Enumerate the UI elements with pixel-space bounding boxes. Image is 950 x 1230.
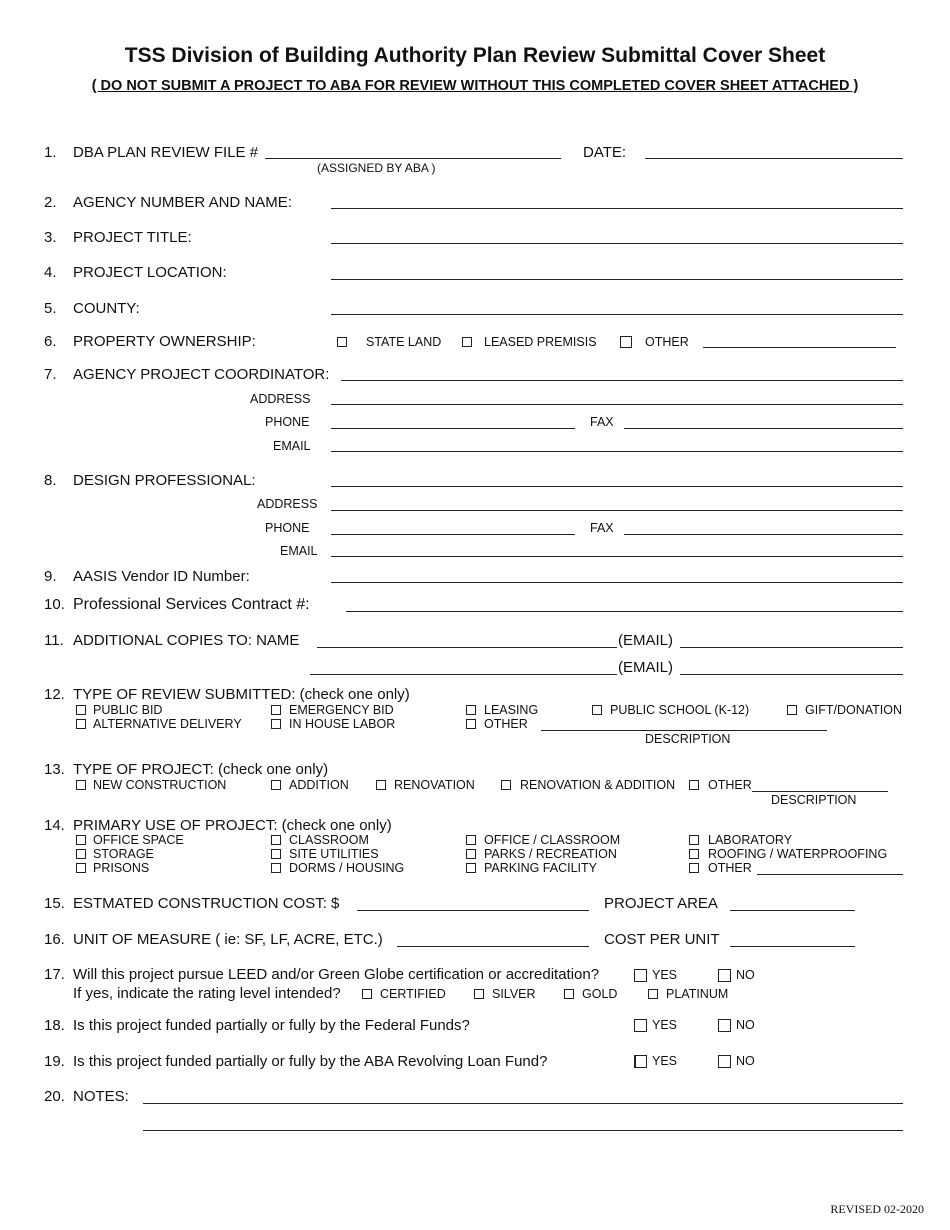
parking-facility-label: PARKING FACILITY xyxy=(484,861,597,875)
leasing-checkbox[interactable] xyxy=(466,705,476,715)
copies-email-label-1: (EMAIL) xyxy=(618,632,674,649)
project-other-label: OTHER xyxy=(708,778,752,792)
parking-facility-checkbox[interactable] xyxy=(466,863,476,873)
dorms-housing-checkbox[interactable] xyxy=(271,863,281,873)
use-other-field[interactable] xyxy=(757,874,903,875)
loan-yes-checkbox[interactable] xyxy=(634,1055,647,1068)
renovation-addition-checkbox[interactable] xyxy=(501,780,511,790)
certified-checkbox[interactable] xyxy=(362,989,372,999)
vendor-id-field[interactable] xyxy=(331,582,903,583)
construction-cost-label: ESTMATED CONSTRUCTION COST: $ xyxy=(73,895,340,912)
storage-checkbox[interactable] xyxy=(76,849,86,859)
notes-field-1[interactable] xyxy=(143,1103,903,1104)
copies-name-label: ADDITIONAL COPIES TO: NAME xyxy=(73,632,300,649)
question-number: 16. xyxy=(44,931,65,948)
site-utilities-label: SITE UTILITIES xyxy=(289,847,379,861)
office-classroom-checkbox[interactable] xyxy=(466,835,476,845)
state-land-checkbox[interactable] xyxy=(337,337,347,347)
question-number: 9. xyxy=(44,568,57,585)
question-number: 17. xyxy=(44,966,65,983)
question-number: 18. xyxy=(44,1017,65,1034)
new-construction-label: NEW CONSTRUCTION xyxy=(93,778,227,792)
silver-checkbox[interactable] xyxy=(474,989,484,999)
designer-email-field[interactable] xyxy=(331,556,903,557)
in-house-labor-checkbox[interactable] xyxy=(271,719,281,729)
classroom-checkbox[interactable] xyxy=(271,835,281,845)
office-space-checkbox[interactable] xyxy=(76,835,86,845)
review-type-label: TYPE OF REVIEW SUBMITTED: (check one only) xyxy=(73,686,410,703)
design-professional-label: DESIGN PROFESSIONAL: xyxy=(73,472,256,489)
parks-recreation-label: PARKS / RECREATION xyxy=(484,847,617,861)
copies-name-field-1[interactable] xyxy=(317,647,617,648)
county-label: COUNTY: xyxy=(73,300,140,317)
vendor-id-label: AASIS Vendor ID Number: xyxy=(73,568,250,585)
date-field[interactable] xyxy=(645,158,903,159)
use-other-checkbox[interactable] xyxy=(689,863,699,873)
alternative-delivery-checkbox[interactable] xyxy=(76,719,86,729)
designer-phone-field[interactable] xyxy=(331,534,575,535)
prisons-label: PRISONS xyxy=(93,861,150,875)
question-number: 14. xyxy=(44,817,65,834)
public-school-checkbox[interactable] xyxy=(592,705,602,715)
coordinator-email-label: EMAIL xyxy=(273,439,311,453)
coordinator-label: AGENCY PROJECT COORDINATOR: xyxy=(73,366,330,383)
question-number: 8. xyxy=(44,472,57,489)
project-location-label: PROJECT LOCATION: xyxy=(73,264,227,281)
prisons-checkbox[interactable] xyxy=(76,863,86,873)
coordinator-address-label: ADDRESS xyxy=(250,392,311,406)
contract-field[interactable] xyxy=(346,611,903,612)
addition-label: ADDITION xyxy=(289,778,349,792)
notes-field-2[interactable] xyxy=(143,1130,903,1131)
public-bid-label: PUBLIC BID xyxy=(93,703,163,717)
designer-fax-field[interactable] xyxy=(624,534,903,535)
property-ownership-label: PROPERTY OWNERSHIP: xyxy=(73,333,256,350)
renovation-checkbox[interactable] xyxy=(376,780,386,790)
in-house-labor-label: IN HOUSE LABOR xyxy=(289,717,396,731)
use-other-label: OTHER xyxy=(708,861,752,875)
revolving-loan-question: Is this project funded partially or fully by the ABA Revolving Loan Fund? xyxy=(73,1053,548,1070)
project-area-field[interactable] xyxy=(730,910,855,911)
new-construction-checkbox[interactable] xyxy=(76,780,86,790)
leed-no-label: NO xyxy=(736,968,755,982)
leed-yes-checkbox[interactable] xyxy=(634,969,647,982)
dorms-housing-label: DORMS / HOUSING xyxy=(289,861,405,875)
federal-yes-label: YES xyxy=(652,1018,678,1032)
assigned-by-note: (ASSIGNED BY ABA ) xyxy=(317,161,436,175)
site-utilities-checkbox[interactable] xyxy=(271,849,281,859)
page-subtitle: ( DO NOT SUBMIT A PROJECT TO ABA FOR REVIEW WITHOUT THIS COMPLETED COVER SHEET ATTACHED ) xyxy=(91,78,859,94)
question-number: 12. xyxy=(44,686,65,703)
project-title-label: PROJECT TITLE: xyxy=(73,229,192,246)
ownership-other-label: OTHER xyxy=(645,335,689,349)
classroom-label: CLASSROOM xyxy=(289,833,369,847)
question-number: 2. xyxy=(44,194,57,211)
loan-no-checkbox[interactable] xyxy=(718,1055,731,1068)
question-number: 6. xyxy=(44,333,57,350)
date-label: DATE: xyxy=(583,144,627,161)
project-type-label: TYPE OF PROJECT: (check one only) xyxy=(73,761,329,778)
public-bid-checkbox[interactable] xyxy=(76,705,86,715)
coordinator-fax-label: FAX xyxy=(590,415,614,429)
gold-checkbox[interactable] xyxy=(564,989,574,999)
emergency-bid-label: EMERGENCY BID xyxy=(289,703,394,717)
unit-of-measure-field[interactable] xyxy=(397,946,589,947)
gold-label: GOLD xyxy=(582,987,618,1001)
coordinator-phone-field[interactable] xyxy=(331,428,575,429)
question-number: 4. xyxy=(44,264,57,281)
file-number-label: DBA PLAN REVIEW FILE # xyxy=(73,144,259,161)
file-number-field[interactable] xyxy=(265,158,561,159)
public-school-label: PUBLIC SCHOOL (K-12) xyxy=(610,703,750,717)
question-number: 3. xyxy=(44,229,57,246)
gift-donation-checkbox[interactable] xyxy=(787,705,797,715)
addition-checkbox[interactable] xyxy=(271,780,281,790)
agency-field[interactable] xyxy=(331,208,903,209)
leased-premises-checkbox[interactable] xyxy=(462,337,472,347)
platinum-checkbox[interactable] xyxy=(648,989,658,999)
project-location-field[interactable] xyxy=(331,279,903,280)
leed-question: Will this project pursue LEED and/or Green Globe certification or accreditation? xyxy=(73,966,600,983)
loan-no-label: NO xyxy=(736,1054,755,1068)
loan-yes-label: YES xyxy=(652,1054,678,1068)
leased-premises-label: LEASED PREMISIS xyxy=(484,335,597,349)
renovation-label: RENOVATION xyxy=(394,778,475,792)
review-other-label: OTHER xyxy=(484,717,528,731)
ownership-other-field[interactable] xyxy=(703,347,896,348)
primary-use-label: PRIMARY USE OF PROJECT: (check one only) xyxy=(73,817,392,834)
federal-yes-checkbox[interactable] xyxy=(634,1019,647,1032)
cost-per-unit-field[interactable] xyxy=(730,946,855,947)
leasing-label: LEASING xyxy=(484,703,539,717)
question-number: 11. xyxy=(44,632,64,649)
question-number: 13. xyxy=(44,761,65,778)
renovation-addition-label: RENOVATION & ADDITION xyxy=(520,778,676,792)
unit-of-measure-label: UNIT OF MEASURE ( ie: SF, LF, ACRE, ETC.) xyxy=(73,931,383,948)
laboratory-checkbox[interactable] xyxy=(689,835,699,845)
state-land-label: STATE LAND xyxy=(366,335,442,349)
question-number: 19. xyxy=(44,1053,65,1070)
leed-yes-label: YES xyxy=(652,968,678,982)
construction-cost-field[interactable] xyxy=(357,910,589,911)
cost-per-unit-label: COST PER UNIT xyxy=(604,931,720,948)
design-professional-field[interactable] xyxy=(331,486,903,487)
federal-no-checkbox[interactable] xyxy=(718,1019,731,1032)
question-number: 1. xyxy=(44,144,57,161)
project-area-label: PROJECT AREA xyxy=(604,895,718,912)
contract-label: Professional Services Contract #: xyxy=(73,596,310,613)
coordinator-field[interactable] xyxy=(341,380,903,381)
county-field[interactable] xyxy=(331,314,903,315)
gift-donation-label: GIFT/DONATION xyxy=(805,703,902,717)
platinum-label: PLATINUM xyxy=(666,987,729,1001)
project-title-field[interactable] xyxy=(331,243,903,244)
review-description-label: DESCRIPTION xyxy=(645,732,731,746)
alternative-delivery-label: ALTERNATIVE DELIVERY xyxy=(93,717,242,731)
question-number: 20. xyxy=(44,1088,65,1105)
copies-email-field-1[interactable] xyxy=(680,647,903,648)
revision-note: REVISED 02-2020 xyxy=(830,1202,924,1216)
question-number: 7. xyxy=(44,366,57,383)
copies-email-field-2[interactable] xyxy=(680,674,903,675)
coordinator-address-field[interactable] xyxy=(331,404,903,405)
designer-email-label: EMAIL xyxy=(280,544,318,558)
copies-name-field-2[interactable] xyxy=(310,674,617,675)
storage-label: STORAGE xyxy=(93,847,154,861)
coordinator-email-field[interactable] xyxy=(331,451,903,452)
roofing-checkbox[interactable] xyxy=(689,849,699,859)
agency-label: AGENCY NUMBER AND NAME: xyxy=(73,194,292,211)
federal-no-label: NO xyxy=(736,1018,755,1032)
page-title: TSS Division of Building Authority Plan Review Submittal Cover Sheet xyxy=(124,44,826,67)
question-number: 10. xyxy=(44,596,65,613)
review-other-description-field[interactable] xyxy=(541,730,827,731)
project-other-description-field[interactable] xyxy=(752,791,888,792)
emergency-bid-checkbox[interactable] xyxy=(271,705,281,715)
leed-level-question: If yes, indicate the rating level intended? xyxy=(73,985,341,1002)
copies-email-label-2: (EMAIL) xyxy=(618,659,674,676)
designer-phone-label: PHONE xyxy=(265,521,310,535)
project-description-label: DESCRIPTION xyxy=(771,793,857,807)
parks-recreation-checkbox[interactable] xyxy=(466,849,476,859)
silver-label: SILVER xyxy=(492,987,536,1001)
certified-label: CERTIFIED xyxy=(380,987,446,1001)
coordinator-phone-label: PHONE xyxy=(265,415,310,429)
designer-fax-label: FAX xyxy=(590,521,614,535)
question-number: 15. xyxy=(44,895,65,912)
designer-address-label: ADDRESS xyxy=(257,497,318,511)
federal-funds-question: Is this project funded partially or fully by the Federal Funds? xyxy=(73,1017,470,1034)
project-other-checkbox[interactable] xyxy=(689,780,699,790)
ownership-other-checkbox[interactable] xyxy=(620,336,632,348)
designer-address-field[interactable] xyxy=(331,510,903,511)
question-number: 5. xyxy=(44,300,57,317)
office-classroom-label: OFFICE / CLASSROOM xyxy=(484,833,621,847)
review-other-checkbox[interactable] xyxy=(466,719,476,729)
notes-label: NOTES: xyxy=(73,1088,129,1105)
leed-no-checkbox[interactable] xyxy=(718,969,731,982)
laboratory-label: LABORATORY xyxy=(708,833,793,847)
coordinator-fax-field[interactable] xyxy=(624,428,903,429)
office-space-label: OFFICE SPACE xyxy=(93,833,184,847)
roofing-label: ROOFING / WATERPROOFING xyxy=(708,847,888,861)
